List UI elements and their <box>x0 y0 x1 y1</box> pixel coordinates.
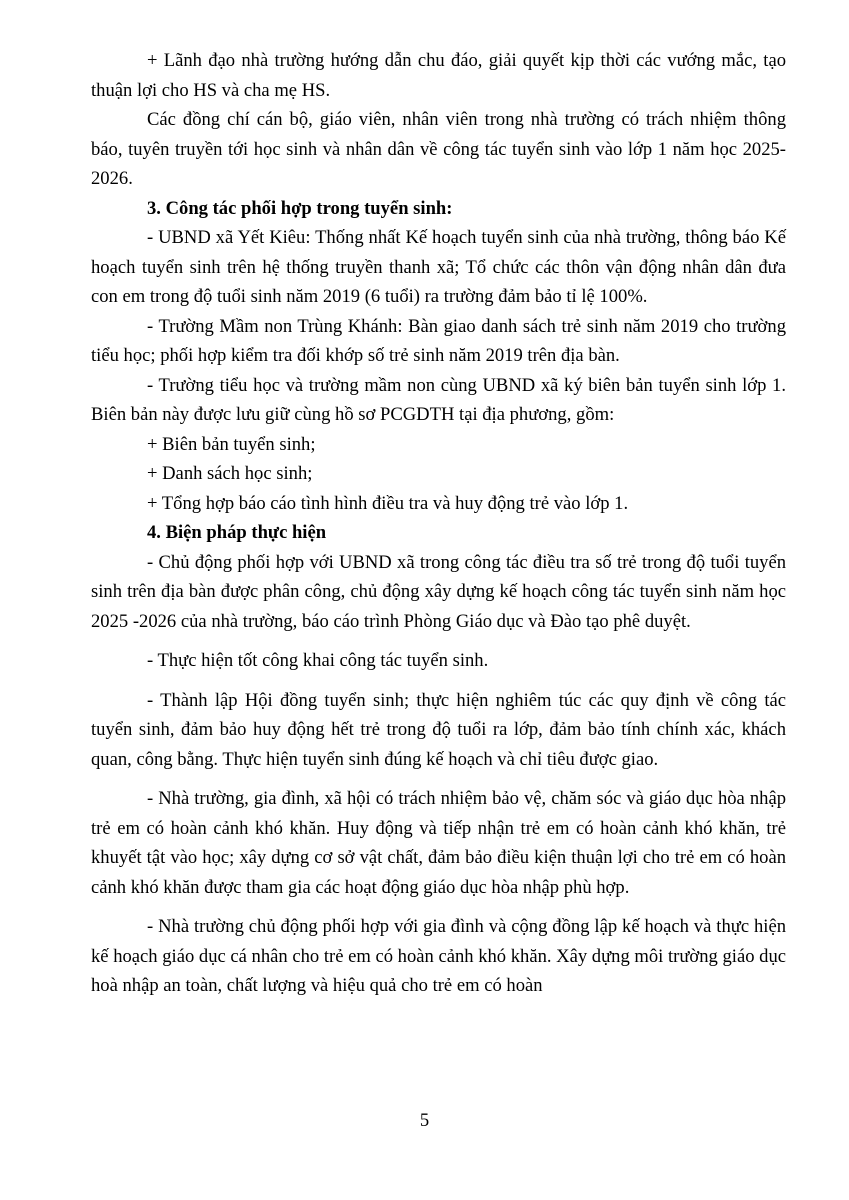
list-item: + Biên bản tuyển sinh; <box>147 433 316 455</box>
list-item: + Danh sách học sinh; <box>147 463 313 484</box>
document-body <box>91 46 786 1001</box>
section-heading: 3. Công tác phối hợp trong tuyển sinh: <box>147 197 453 219</box>
section-heading: 4. Biện pháp thực hiện <box>147 522 327 543</box>
page-number: 5 <box>419 1110 430 1131</box>
list-item: + Tổng hợp báo cáo tình hình điều tra và huy động trẻ vào lớp 1. <box>147 492 629 514</box>
paragraph: - Chủ động phối hợp với UBND xã trong công tác điều tra số trẻ trong độ tuổi tuyển sinh trên địa bàn được phân công, chủ động xây dựng kế hoạch công tác tuyển sinh năm học 2025 -2026 của nhà trường, báo cáo trình Phòng Giáo dục và Đào tạo phê duyệt. <box>91 551 786 632</box>
paragraph: - Thành lập Hội đồng tuyển sinh; thực hiện nghiêm túc các quy định về công tác tuyển sinh, đảm bảo huy động hết trẻ trong độ tuổi ra lớp, đảm bảo tính chính xác, khách quan, công bằng. Thực hiện tuyển sinh đúng kế hoạch và chỉ tiêu được giao. <box>91 689 786 770</box>
paragraph: - Nhà trường chủ động phối hợp với gia đình và cộng đồng lập kế hoạch và thực hiện kế hoạch giáo dục cá nhân cho trẻ em có hoàn cảnh khó khăn. Xây dựng môi trường giáo dục hoà nhập an toàn, chất lượng và hiệu quả cho trẻ em có hoàn <box>91 916 787 996</box>
paragraph: + Lãnh đạo nhà trường hướng dẫn chu đáo, giải quyết kịp thời các vướng mắc, tạo thuận lợi cho HS và cha mẹ HS. <box>91 50 786 101</box>
paragraph: - UBND xã Yết Kiêu: Thống nhất Kế hoạch tuyển sinh của nhà trường, thông báo Kế hoạch tuyển sinh trên hệ thống truyền thanh xã; Tổ chức các thôn vận động nhân dân đưa con em trong độ tuổi sinh năm 2019 (6 tuổi) ra trường đảm bảo tỉ lệ 100%. <box>91 227 786 307</box>
paragraph: - Trường Mầm non Trùng Khánh: Bàn giao danh sách trẻ sinh năm 2019 cho trường tiểu học; phối hợp kiểm tra đối khớp số trẻ sinh năm 2019 trên địa bàn. <box>91 315 786 366</box>
paragraph: - Nhà trường, gia đình, xã hội có trách nhiệm bảo vệ, chăm sóc và giáo dục hòa nhập trẻ em có hoàn cảnh khó khăn. Huy động và tiếp nhận trẻ em có hoàn cảnh khó khăn, trẻ khuyết tật vào học; xây dựng cơ sở vật chất, đảm bảo điều kiện thuận lợi cho trẻ em có hoàn cảnh khó khăn được tham gia các hoạt động giáo dục hòa nhập phù hợp. <box>91 788 786 898</box>
paragraph: Các đồng chí cán bộ, giáo viên, nhân viên trong nhà trường có trách nhiệm thông báo, tuyên truyền tới học sinh và nhân dân về công tác tuyển sinh vào lớp 1 năm học 2025-2026. <box>91 109 786 189</box>
paragraph: - Trường tiểu học và trường mầm non cùng UBND xã ký biên bản tuyển sinh lớp 1. Biên bản này được lưu giữ cùng hồ sơ PCGDTH tại địa phương, gồm: <box>91 374 786 425</box>
paragraph: - Thực hiện tốt công khai công tác tuyển sinh. <box>147 650 489 671</box>
